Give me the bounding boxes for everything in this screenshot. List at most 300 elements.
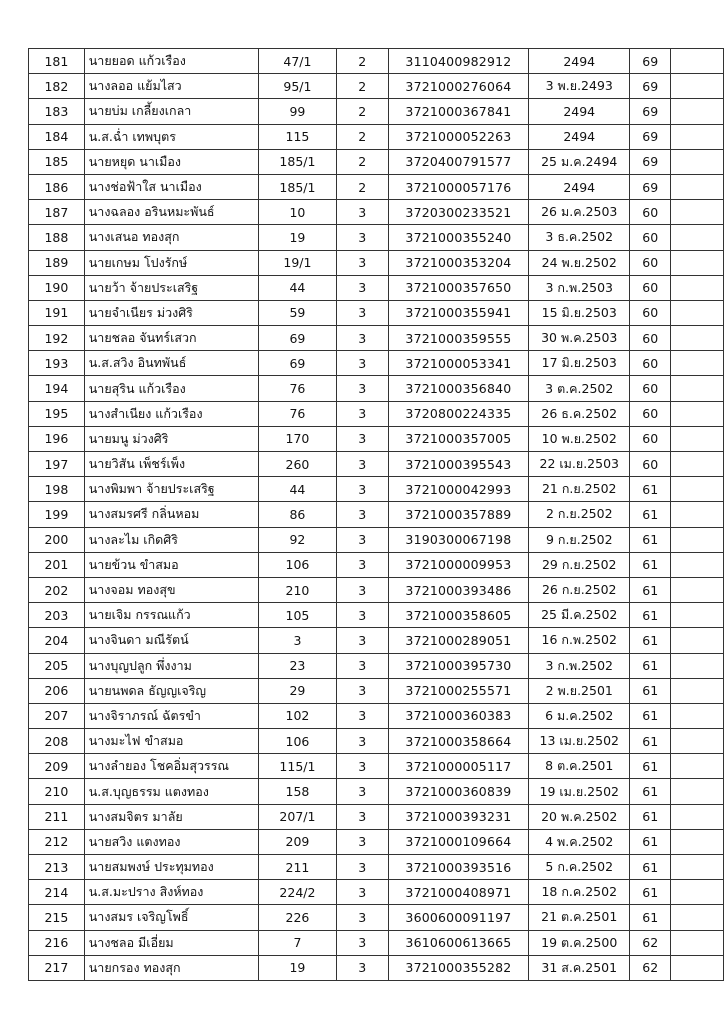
village-number-cell: 3 xyxy=(336,905,388,930)
person-name-cell: นายบ่ม เกลี้ยงเกลา xyxy=(84,99,258,124)
birth-date-cell: 26 ม.ค.2503 xyxy=(529,200,630,225)
age-cell: 61 xyxy=(630,502,671,527)
person-name-cell: นายหยุด นาเมือง xyxy=(84,149,258,174)
house-number-cell: 29 xyxy=(259,678,336,703)
age-cell: 61 xyxy=(630,628,671,653)
age-cell: 69 xyxy=(630,149,671,174)
table-row xyxy=(29,905,724,930)
birth-date-cell: 3 ก.พ.2502 xyxy=(529,653,630,678)
note-cell xyxy=(671,552,724,577)
age-cell: 60 xyxy=(630,300,671,325)
table-row xyxy=(29,703,724,728)
note-cell xyxy=(671,452,724,477)
citizen-id-cell: 3721000357650 xyxy=(388,275,528,300)
house-number-cell: 210 xyxy=(259,577,336,602)
table-row xyxy=(29,729,724,754)
row-number-cell: 199 xyxy=(29,502,85,527)
table-row xyxy=(29,149,724,174)
row-number-cell: 191 xyxy=(29,300,85,325)
row-number-cell: 215 xyxy=(29,905,85,930)
house-number-cell: 185/1 xyxy=(259,149,336,174)
age-cell: 60 xyxy=(630,452,671,477)
row-number-cell: 192 xyxy=(29,326,85,351)
citizen-id-cell: 3721000276064 xyxy=(388,74,528,99)
age-cell: 61 xyxy=(630,577,671,602)
birth-date-cell: 26 ก.ย.2502 xyxy=(529,577,630,602)
table-row xyxy=(29,452,724,477)
person-name-cell: นางชลอ มีเอี่ยม xyxy=(84,930,258,955)
table-row xyxy=(29,174,724,199)
note-cell xyxy=(671,678,724,703)
birth-date-cell: 3 พ.ย.2493 xyxy=(529,74,630,99)
note-cell xyxy=(671,401,724,426)
note-cell xyxy=(671,426,724,451)
note-cell xyxy=(671,124,724,149)
row-number-cell: 204 xyxy=(29,628,85,653)
age-cell: 61 xyxy=(630,477,671,502)
table-row xyxy=(29,955,724,980)
row-number-cell: 209 xyxy=(29,754,85,779)
row-number-cell: 183 xyxy=(29,99,85,124)
table-row xyxy=(29,552,724,577)
row-number-cell: 207 xyxy=(29,703,85,728)
note-cell xyxy=(671,905,724,930)
row-number-cell: 203 xyxy=(29,603,85,628)
person-name-cell: นายเกษม โปงรักษ์ xyxy=(84,250,258,275)
note-cell xyxy=(671,200,724,225)
village-number-cell: 2 xyxy=(336,174,388,199)
person-name-cell: นายเจิม กรรณแก้ว xyxy=(84,603,258,628)
village-number-cell: 3 xyxy=(336,300,388,325)
person-name-cell: นายจำเนียร ม่วงศิริ xyxy=(84,300,258,325)
person-name-cell: นางสมรศรี กลิ่นหอม xyxy=(84,502,258,527)
village-number-cell: 3 xyxy=(336,577,388,602)
birth-date-cell: 17 มิ.ย.2503 xyxy=(529,351,630,376)
age-cell: 62 xyxy=(630,930,671,955)
row-number-cell: 202 xyxy=(29,577,85,602)
house-number-cell: 224/2 xyxy=(259,880,336,905)
village-number-cell: 3 xyxy=(336,754,388,779)
person-name-cell: นางบุญปลูก พึ่งงาม xyxy=(84,653,258,678)
row-number-cell: 217 xyxy=(29,955,85,980)
person-name-cell: น.ส.ฉ่ำ เทพบุตร xyxy=(84,124,258,149)
village-number-cell: 2 xyxy=(336,49,388,74)
row-number-cell: 187 xyxy=(29,200,85,225)
row-number-cell: 182 xyxy=(29,74,85,99)
person-name-cell: นายมนู ม่วงศิริ xyxy=(84,426,258,451)
note-cell xyxy=(671,477,724,502)
age-cell: 61 xyxy=(630,527,671,552)
house-number-cell: 226 xyxy=(259,905,336,930)
village-number-cell: 3 xyxy=(336,779,388,804)
citizen-id-cell: 3721000357005 xyxy=(388,426,528,451)
house-number-cell: 7 xyxy=(259,930,336,955)
person-name-cell: นายสมพงษ์ ประทุมทอง xyxy=(84,855,258,880)
house-number-cell: 260 xyxy=(259,452,336,477)
village-number-cell: 3 xyxy=(336,678,388,703)
row-number-cell: 181 xyxy=(29,49,85,74)
note-cell xyxy=(671,804,724,829)
age-cell: 60 xyxy=(630,200,671,225)
house-number-cell: 207/1 xyxy=(259,804,336,829)
house-number-cell: 102 xyxy=(259,703,336,728)
note-cell xyxy=(671,855,724,880)
citizen-id-cell: 3720400791577 xyxy=(388,149,528,174)
age-cell: 61 xyxy=(630,653,671,678)
note-cell xyxy=(671,703,724,728)
birth-date-cell: 25 มี.ค.2502 xyxy=(529,603,630,628)
table-row xyxy=(29,74,724,99)
row-number-cell: 193 xyxy=(29,351,85,376)
person-name-cell: นางละไม เกิดศิริ xyxy=(84,527,258,552)
table-row xyxy=(29,300,724,325)
house-number-cell: 185/1 xyxy=(259,174,336,199)
village-number-cell: 3 xyxy=(336,225,388,250)
person-name-cell: นางมะไฟ ขำสมอ xyxy=(84,729,258,754)
row-number-cell: 194 xyxy=(29,376,85,401)
roster-body xyxy=(29,49,724,981)
person-name-cell: นางช่อฟ้าใส นาเมือง xyxy=(84,174,258,199)
table-row xyxy=(29,275,724,300)
table-row xyxy=(29,250,724,275)
birth-date-cell: 16 ก.พ.2502 xyxy=(529,628,630,653)
village-number-cell: 3 xyxy=(336,628,388,653)
citizen-id-cell: 3721000395730 xyxy=(388,653,528,678)
age-cell: 61 xyxy=(630,703,671,728)
table-row xyxy=(29,678,724,703)
village-number-cell: 2 xyxy=(336,74,388,99)
birth-date-cell: 2494 xyxy=(529,99,630,124)
birth-date-cell: 26 ธ.ค.2502 xyxy=(529,401,630,426)
note-cell xyxy=(671,729,724,754)
table-row xyxy=(29,577,724,602)
house-number-cell: 209 xyxy=(259,829,336,854)
citizen-id-cell: 3721000359555 xyxy=(388,326,528,351)
note-cell xyxy=(671,653,724,678)
table-row xyxy=(29,49,724,74)
table-row xyxy=(29,99,724,124)
row-number-cell: 198 xyxy=(29,477,85,502)
person-name-cell: นางสมร เจริญโพธิ์ xyxy=(84,905,258,930)
village-number-cell: 3 xyxy=(336,703,388,728)
birth-date-cell: 21 ต.ค.2501 xyxy=(529,905,630,930)
table-row xyxy=(29,326,724,351)
birth-date-cell: 6 ม.ค.2502 xyxy=(529,703,630,728)
note-cell xyxy=(671,250,724,275)
age-cell: 69 xyxy=(630,74,671,99)
person-name-cell: นางสำเนียง แก้วเรือง xyxy=(84,401,258,426)
village-number-cell: 3 xyxy=(336,326,388,351)
age-cell: 61 xyxy=(630,804,671,829)
house-number-cell: 19 xyxy=(259,955,336,980)
citizen-id-cell: 3721000356840 xyxy=(388,376,528,401)
village-number-cell: 3 xyxy=(336,855,388,880)
birth-date-cell: 5 ก.ค.2502 xyxy=(529,855,630,880)
table-row xyxy=(29,401,724,426)
house-number-cell: 92 xyxy=(259,527,336,552)
table-row xyxy=(29,477,724,502)
house-number-cell: 69 xyxy=(259,326,336,351)
person-name-cell: นางลออ แย้มไสว xyxy=(84,74,258,99)
birth-date-cell: 2494 xyxy=(529,49,630,74)
village-number-cell: 2 xyxy=(336,124,388,149)
row-number-cell: 190 xyxy=(29,275,85,300)
citizen-id-cell: 3721000360839 xyxy=(388,779,528,804)
age-cell: 60 xyxy=(630,225,671,250)
house-number-cell: 59 xyxy=(259,300,336,325)
table-row xyxy=(29,225,724,250)
row-number-cell: 196 xyxy=(29,426,85,451)
citizen-id-cell: 3721000360383 xyxy=(388,703,528,728)
table-row xyxy=(29,200,724,225)
age-cell: 61 xyxy=(630,552,671,577)
birth-date-cell: 21 ก.ย.2502 xyxy=(529,477,630,502)
table-row xyxy=(29,855,724,880)
house-number-cell: 211 xyxy=(259,855,336,880)
village-number-cell: 2 xyxy=(336,149,388,174)
person-name-cell: นางฉลอง อรินหมะพันธ์ xyxy=(84,200,258,225)
house-number-cell: 47/1 xyxy=(259,49,336,74)
note-cell xyxy=(671,326,724,351)
birth-date-cell: 2 ก.ย.2502 xyxy=(529,502,630,527)
birth-date-cell: 3 ธ.ค.2502 xyxy=(529,225,630,250)
person-name-cell: นางลำยอง โชคอิ่มสุวรรณ xyxy=(84,754,258,779)
table-row xyxy=(29,779,724,804)
table-row xyxy=(29,754,724,779)
house-number-cell: 44 xyxy=(259,477,336,502)
birth-date-cell: 3 ต.ค.2502 xyxy=(529,376,630,401)
house-number-cell: 76 xyxy=(259,401,336,426)
age-cell: 61 xyxy=(630,880,671,905)
birth-date-cell: 20 พ.ค.2502 xyxy=(529,804,630,829)
row-number-cell: 197 xyxy=(29,452,85,477)
citizen-id-cell: 3721000358664 xyxy=(388,729,528,754)
table-row xyxy=(29,376,724,401)
house-number-cell: 19/1 xyxy=(259,250,336,275)
birth-date-cell: 25 ม.ค.2494 xyxy=(529,149,630,174)
note-cell xyxy=(671,275,724,300)
row-number-cell: 186 xyxy=(29,174,85,199)
citizen-id-cell: 3721000042993 xyxy=(388,477,528,502)
citizen-id-cell: 3190300067198 xyxy=(388,527,528,552)
citizen-id-cell: 3721000009953 xyxy=(388,552,528,577)
person-name-cell: นายว้า จ้ายประเสริฐ xyxy=(84,275,258,300)
row-number-cell: 210 xyxy=(29,779,85,804)
age-cell: 69 xyxy=(630,49,671,74)
note-cell xyxy=(671,955,724,980)
birth-date-cell: 22 เม.ย.2503 xyxy=(529,452,630,477)
note-cell xyxy=(671,829,724,854)
row-number-cell: 211 xyxy=(29,804,85,829)
village-number-cell: 3 xyxy=(336,552,388,577)
birth-date-cell: 15 มิ.ย.2503 xyxy=(529,300,630,325)
citizen-id-cell: 3610600613665 xyxy=(388,930,528,955)
birth-date-cell: 31 ส.ค.2501 xyxy=(529,955,630,980)
birth-date-cell: 9 ก.ย.2502 xyxy=(529,527,630,552)
house-number-cell: 158 xyxy=(259,779,336,804)
birth-date-cell: 2 พ.ย.2501 xyxy=(529,678,630,703)
age-cell: 60 xyxy=(630,250,671,275)
citizen-id-cell: 3721000057176 xyxy=(388,174,528,199)
village-number-cell: 3 xyxy=(336,880,388,905)
village-number-cell: 3 xyxy=(336,804,388,829)
birth-date-cell: 4 พ.ค.2502 xyxy=(529,829,630,854)
house-number-cell: 3 xyxy=(259,628,336,653)
house-number-cell: 115 xyxy=(259,124,336,149)
village-number-cell: 3 xyxy=(336,275,388,300)
row-number-cell: 189 xyxy=(29,250,85,275)
table-row xyxy=(29,829,724,854)
citizen-id-cell: 3600600091197 xyxy=(388,905,528,930)
village-number-cell: 3 xyxy=(336,376,388,401)
village-number-cell: 3 xyxy=(336,452,388,477)
row-number-cell: 206 xyxy=(29,678,85,703)
village-number-cell: 3 xyxy=(336,477,388,502)
row-number-cell: 208 xyxy=(29,729,85,754)
house-number-cell: 170 xyxy=(259,426,336,451)
row-number-cell: 212 xyxy=(29,829,85,854)
person-name-cell: น.ส.มะปราง สิงห์ทอง xyxy=(84,880,258,905)
person-name-cell: นายสุริน แก้วเรือง xyxy=(84,376,258,401)
birth-date-cell: 2494 xyxy=(529,124,630,149)
village-number-cell: 3 xyxy=(336,250,388,275)
row-number-cell: 216 xyxy=(29,930,85,955)
house-number-cell: 105 xyxy=(259,603,336,628)
citizen-id-cell: 3721000355240 xyxy=(388,225,528,250)
village-number-cell: 3 xyxy=(336,527,388,552)
person-name-cell: นางเสนอ ทองสุก xyxy=(84,225,258,250)
village-number-cell: 3 xyxy=(336,955,388,980)
row-number-cell: 201 xyxy=(29,552,85,577)
citizen-id-cell: 3721000408971 xyxy=(388,880,528,905)
birth-date-cell: 18 ก.ค.2502 xyxy=(529,880,630,905)
row-number-cell: 188 xyxy=(29,225,85,250)
row-number-cell: 184 xyxy=(29,124,85,149)
note-cell xyxy=(671,527,724,552)
age-cell: 61 xyxy=(630,678,671,703)
age-cell: 60 xyxy=(630,351,671,376)
village-number-cell: 2 xyxy=(336,99,388,124)
note-cell xyxy=(671,74,724,99)
citizen-id-cell: 3721000289051 xyxy=(388,628,528,653)
age-cell: 60 xyxy=(630,376,671,401)
note-cell xyxy=(671,577,724,602)
citizen-id-cell: 3721000358605 xyxy=(388,603,528,628)
note-cell xyxy=(671,628,724,653)
row-number-cell: 185 xyxy=(29,149,85,174)
citizen-id-cell: 3721000367841 xyxy=(388,99,528,124)
village-number-cell: 3 xyxy=(336,829,388,854)
citizen-id-cell: 3721000393486 xyxy=(388,577,528,602)
person-name-cell: นายข้วน ขำสมอ xyxy=(84,552,258,577)
house-number-cell: 99 xyxy=(259,99,336,124)
age-cell: 61 xyxy=(630,754,671,779)
note-cell xyxy=(671,502,724,527)
age-cell: 61 xyxy=(630,729,671,754)
citizen-id-cell: 3721000255571 xyxy=(388,678,528,703)
note-cell xyxy=(671,376,724,401)
table-row xyxy=(29,124,724,149)
birth-date-cell: 2494 xyxy=(529,174,630,199)
birth-date-cell: 29 ก.ย.2502 xyxy=(529,552,630,577)
table-row xyxy=(29,653,724,678)
roster-table xyxy=(28,48,724,981)
birth-date-cell: 30 พ.ค.2503 xyxy=(529,326,630,351)
age-cell: 69 xyxy=(630,124,671,149)
note-cell xyxy=(671,49,724,74)
person-name-cell: น.ส.บุญธรรม แตงทอง xyxy=(84,779,258,804)
citizen-id-cell: 3721000005117 xyxy=(388,754,528,779)
table-row xyxy=(29,930,724,955)
age-cell: 60 xyxy=(630,326,671,351)
house-number-cell: 115/1 xyxy=(259,754,336,779)
birth-date-cell: 13 เม.ย.2502 xyxy=(529,729,630,754)
person-name-cell: นางจินดา มณีรัตน์ xyxy=(84,628,258,653)
row-number-cell: 200 xyxy=(29,527,85,552)
citizen-id-cell: 3721000355941 xyxy=(388,300,528,325)
house-number-cell: 19 xyxy=(259,225,336,250)
village-number-cell: 3 xyxy=(336,653,388,678)
note-cell xyxy=(671,930,724,955)
person-name-cell: นายวิสัน เพ็ชร์เพ็ง xyxy=(84,452,258,477)
note-cell xyxy=(671,880,724,905)
village-number-cell: 3 xyxy=(336,502,388,527)
village-number-cell: 3 xyxy=(336,603,388,628)
citizen-id-cell: 3721000353204 xyxy=(388,250,528,275)
table-row xyxy=(29,880,724,905)
age-cell: 61 xyxy=(630,603,671,628)
age-cell: 60 xyxy=(630,401,671,426)
citizen-id-cell: 3720800224335 xyxy=(388,401,528,426)
birth-date-cell: 8 ต.ค.2501 xyxy=(529,754,630,779)
birth-date-cell: 10 พ.ย.2502 xyxy=(529,426,630,451)
house-number-cell: 106 xyxy=(259,729,336,754)
village-number-cell: 3 xyxy=(336,351,388,376)
table-row xyxy=(29,527,724,552)
note-cell xyxy=(671,149,724,174)
person-name-cell: นายสวิง แตงทอง xyxy=(84,829,258,854)
person-name-cell: นางจิราภรณ์ ฉัตรขำ xyxy=(84,703,258,728)
person-name-cell: นางจอม ทองสุข xyxy=(84,577,258,602)
citizen-id-cell: 3721000052263 xyxy=(388,124,528,149)
note-cell xyxy=(671,300,724,325)
age-cell: 60 xyxy=(630,275,671,300)
table-row xyxy=(29,426,724,451)
person-name-cell: นายกรอง ทองสุก xyxy=(84,955,258,980)
table-row xyxy=(29,804,724,829)
row-number-cell: 214 xyxy=(29,880,85,905)
age-cell: 61 xyxy=(630,905,671,930)
birth-date-cell: 24 พ.ย.2502 xyxy=(529,250,630,275)
house-number-cell: 69 xyxy=(259,351,336,376)
age-cell: 69 xyxy=(630,99,671,124)
house-number-cell: 23 xyxy=(259,653,336,678)
age-cell: 61 xyxy=(630,779,671,804)
note-cell xyxy=(671,225,724,250)
village-number-cell: 3 xyxy=(336,426,388,451)
village-number-cell: 3 xyxy=(336,930,388,955)
birth-date-cell: 19 เม.ย.2502 xyxy=(529,779,630,804)
citizen-id-cell: 3720300233521 xyxy=(388,200,528,225)
person-name-cell: นายนพดล ธัญญเจริญ xyxy=(84,678,258,703)
house-number-cell: 86 xyxy=(259,502,336,527)
note-cell xyxy=(671,351,724,376)
house-number-cell: 10 xyxy=(259,200,336,225)
note-cell xyxy=(671,174,724,199)
citizen-id-cell: 3721000357889 xyxy=(388,502,528,527)
birth-date-cell: 19 ต.ค.2500 xyxy=(529,930,630,955)
person-name-cell: น.ส.สวิง อินทพันธ์ xyxy=(84,351,258,376)
